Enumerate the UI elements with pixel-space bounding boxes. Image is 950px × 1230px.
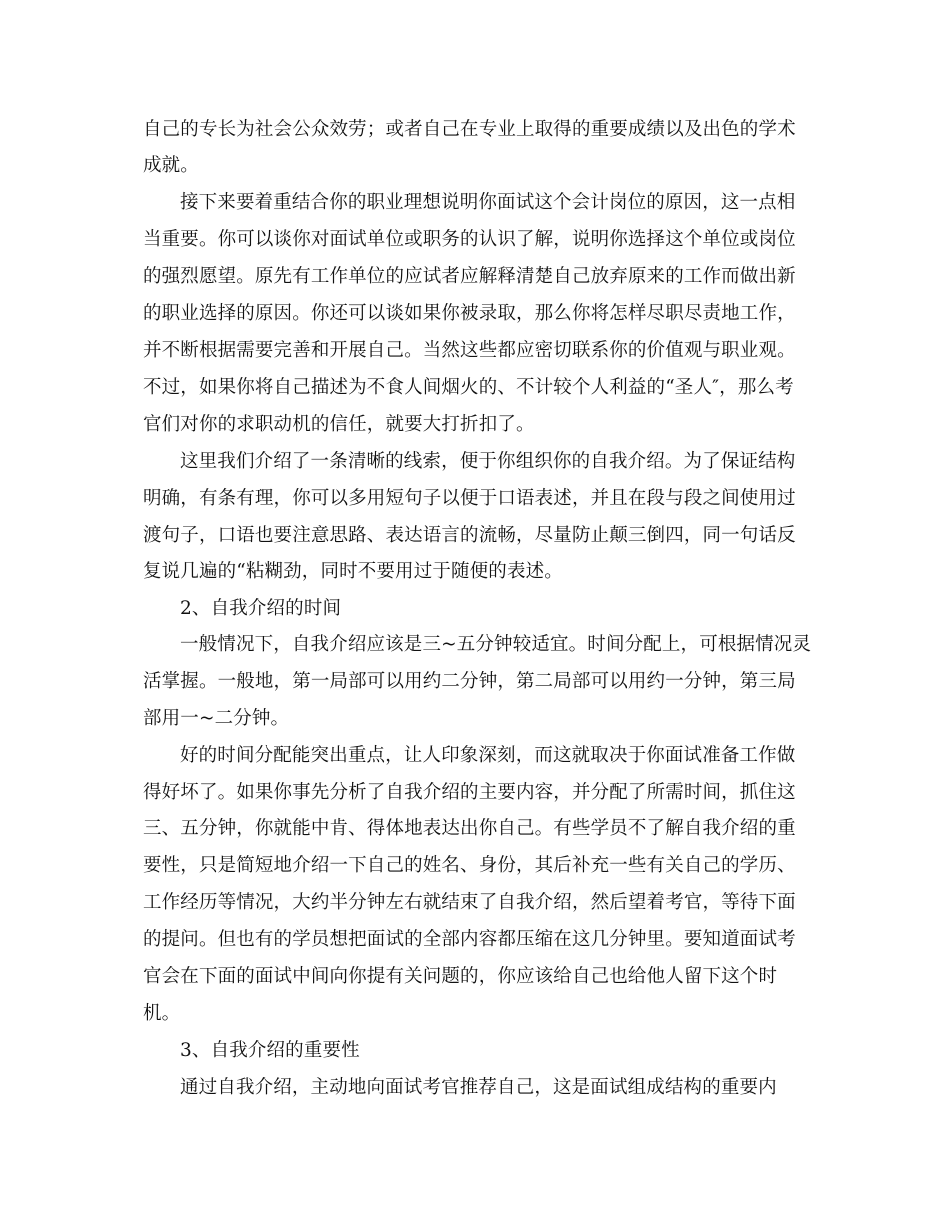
text-line: 成就。 xyxy=(143,155,199,176)
text-line: 三、五分钟，你就能中肯、得体地表达出你自己。有些学员不了解自我介绍的重 xyxy=(143,818,796,839)
text-line: 要性，只是简短地介绍一下自己的姓名、身份，其后补充一些有关自己的学历、 xyxy=(143,855,796,876)
text-line: 这里我们介绍了一条清晰的线索，便于你组织你的自我介绍。为了保证结构 xyxy=(180,451,796,472)
text-line: 机。 xyxy=(143,1003,181,1024)
text-line: 的强烈愿望。原先有工作单位的应试者应解释清楚自己放弃原来的工作而做出新 xyxy=(143,266,796,287)
text-line: 接下来要着重结合你的职业理想说明你面试这个会计岗位的原因，这一点相 xyxy=(180,192,796,213)
text-line: 渡句子，口语也要注意思路、表达语言的流畅，尽量防止颠三倒四，同一句话反 xyxy=(143,525,796,546)
text-line: 活掌握。一般地，第一局部可以用约二分钟，第二局部可以用约一分钟，第三局 xyxy=(143,671,796,692)
text-line: 的提问。但也有的学员想把面试的全部内容都压缩在这几分钟里。要知道面试考 xyxy=(143,929,796,950)
text-line: 好的时间分配能突出重点，让人印象深刻，而这就取决于你面试准备工作做 xyxy=(180,745,796,766)
text-line: 自己的专长为社会公众效劳；或者自己在专业上取得的重要成绩以及出色的学术 xyxy=(143,119,796,140)
text-line: 官们对你的求职动机的信任，就要大打折扣了。 xyxy=(143,414,535,435)
text-line: 当重要。你可以谈你对面试单位或职务的认识了解，说明你选择这个单位或岗位 xyxy=(143,229,796,250)
text-line: 得好坏了。如果你事先分析了自我介绍的主要内容，并分配了所需时间，抓住这 xyxy=(143,782,796,803)
text-line: 不过，如果你将自己描述为不食人间烟火的、不计较个人利益的“圣人″，那么考 xyxy=(143,377,794,398)
section-heading: 2、自我介绍的时间 xyxy=(180,598,342,619)
text-line: 并不断根据需要完善和开展自己。当然这些都应密切联系你的价值观与职业观。 xyxy=(143,340,796,361)
text-line: 的职业选择的原因。你还可以谈如果你被录取，那么你将怎样尽职尽责地工作， xyxy=(143,303,796,324)
text-line: 部用一~二分钟。 xyxy=(143,708,290,729)
text-line: 明确，有条有理，你可以多用短句子以便于口语表述，并且在段与段之间使用过 xyxy=(143,488,796,509)
text-line: 通过自我介绍，主动地向面试考官推荐自己，这是面试组成结构的重要内 xyxy=(180,1077,777,1098)
text-line: 一般情况下，自我介绍应该是三~五分钟较适宜。时间分配上，可根据情况灵 xyxy=(180,634,812,655)
text-line: 复说几遍的“粘糊劲，同时不要用过于随便的表述。 xyxy=(143,561,563,582)
section-heading: 3、自我介绍的重要性 xyxy=(180,1040,360,1061)
text-line: 工作经历等情况，大约半分钟左右就结束了自我介绍，然后望着考官，等待下面 xyxy=(143,892,796,913)
text-line: 官会在下面的面试中间向你提有关问题的，你应该给自己也给他人留下这个时 xyxy=(143,966,778,987)
